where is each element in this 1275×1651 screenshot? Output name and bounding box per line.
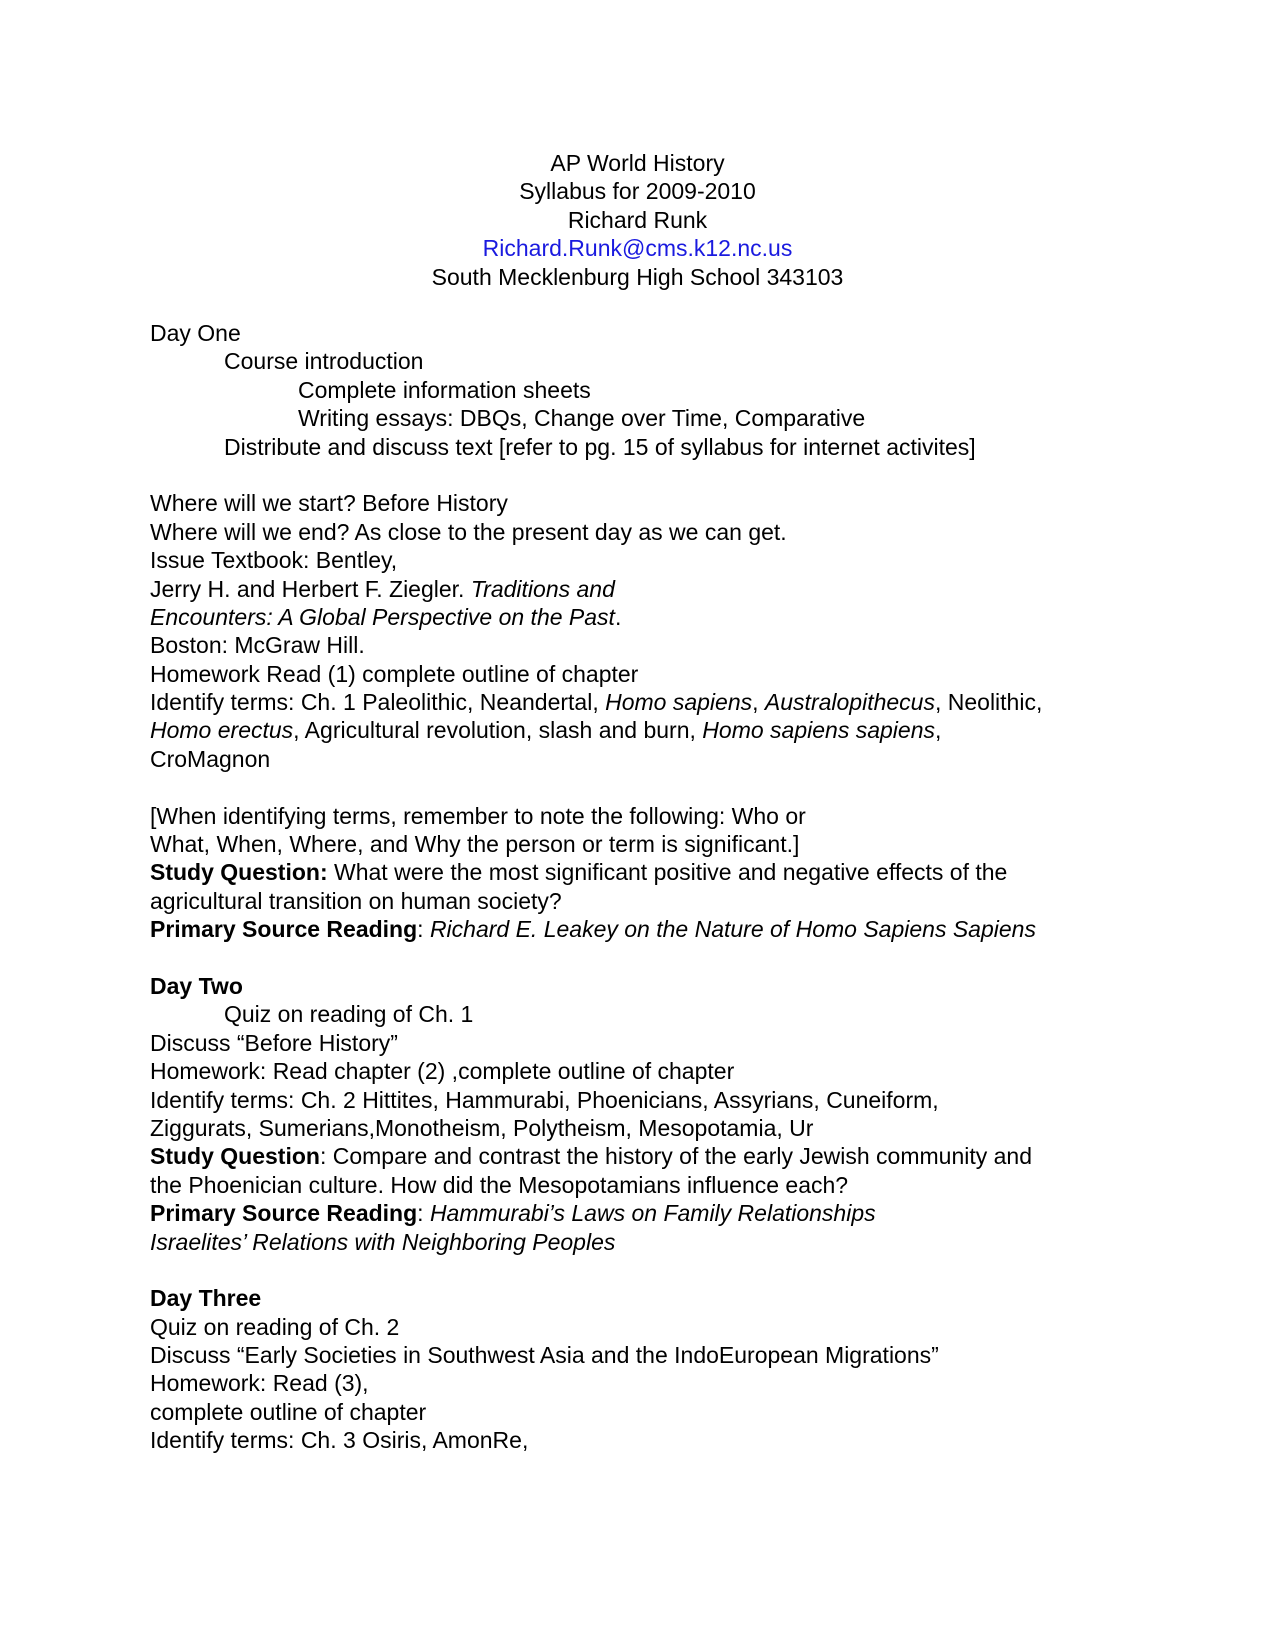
- terms-day-three: Identify terms: Ch. 3 Osiris, AmonRe,: [150, 1427, 529, 1454]
- textbook-line-1: Issue Textbook: Bentley,: [150, 547, 398, 574]
- info-sheets: Complete information sheets: [298, 376, 591, 403]
- quiz-day-two: Quiz on reading of Ch. 1: [224, 1001, 474, 1028]
- discuss-day-three: Discuss “Early Societies in Southwest Asia and the IndoEuropean Migrations”: [150, 1342, 939, 1369]
- identify-note-2: What, When, Where, and Why the person or term is significant.]: [150, 831, 800, 858]
- study-question-day-two: Study Question: Compare and contrast the history of the early Jewish community and: [150, 1143, 1033, 1170]
- where-end: Where will we end? As close to the present day as we can get.: [150, 518, 787, 545]
- publisher: Boston: McGraw Hill.: [150, 632, 365, 659]
- terms-line-3: CroMagnon: [150, 745, 271, 772]
- writing-essays: Writing essays: DBQs, Change over Time, Comparative: [298, 405, 866, 432]
- textbook-line-2: Jerry H. and Herbert F. Ziegler. Traditions and: [150, 575, 615, 602]
- day-two-heading: Day Two: [150, 972, 243, 999]
- day-three-heading: Day Three: [150, 1285, 262, 1312]
- terms-day-two-2: Ziggurats, Sumerians,Monotheism, Polytheism, Mesopotamia, Ur: [150, 1114, 814, 1141]
- primary-source-day-one: Primary Source Reading: Richard E. Leakey on the Nature of Homo Sapiens Sapiens: [150, 916, 1036, 943]
- teacher-name: Richard Runk: [567, 206, 708, 233]
- document-body: [150, 319, 1150, 1455]
- study-question-day-one-cont: agricultural transition on human society?: [150, 887, 562, 914]
- study-question-day-two-cont: the Phoenician culture. How did the Mesopotamians influence each?: [150, 1171, 849, 1198]
- day-one-heading: Day One: [150, 320, 241, 346]
- textbook-line-3: Encounters: A Global Perspective on the Past.: [150, 603, 622, 630]
- homework-day-three-2: complete outline of chapter: [150, 1398, 427, 1425]
- syllabus-year: Syllabus for 2009-2010: [519, 178, 756, 205]
- quiz-day-three: Quiz on reading of Ch. 2: [150, 1313, 400, 1340]
- school-name: South Mecklenburg High School 343103: [431, 263, 844, 290]
- primary-source-day-two: Primary Source Reading: Hammurabi’s Laws on Family Relationships: [150, 1200, 876, 1227]
- terms-line-1: Identify terms: Ch. 1 Paleolithic, Neandertal, Homo sapiens, Australopithecus, Neolithic,: [150, 689, 1043, 716]
- email-link[interactable]: Richard.Runk@cms.k12.nc.us: [482, 235, 793, 262]
- distribute-text: Distribute and discuss text [refer to pg. 15 of syllabus for internet activites]: [224, 433, 976, 460]
- terms-day-two-1: Identify terms: Ch. 2 Hittites, Hammurabi, Phoenicians, Assyrians, Cuneiform,: [150, 1086, 939, 1113]
- homework-day-one: Homework Read (1) complete outline of chapter: [150, 660, 639, 687]
- course-intro: Course introduction: [224, 348, 424, 375]
- course-title: AP World History: [550, 150, 725, 176]
- homework-day-three-1: Homework: Read (3),: [150, 1370, 369, 1397]
- primary-source-day-two-2: Israelites’ Relations with Neighboring Peoples: [150, 1228, 616, 1255]
- terms-line-2: Homo erectus, Agricultural revolution, slash and burn, Homo sapiens sapiens,: [150, 717, 942, 744]
- homework-day-two: Homework: Read chapter (2) ,complete outline of chapter: [150, 1058, 735, 1085]
- where-start: Where will we start? Before History: [150, 490, 508, 517]
- identify-note-1: [When identifying terms, remember to note the following: Who or: [150, 802, 806, 829]
- discuss-day-two: Discuss “Before History”: [150, 1029, 398, 1056]
- document-header: [0, 149, 1275, 291]
- study-question-day-one: Study Question: What were the most significant positive and negative effects of the: [150, 859, 1008, 886]
